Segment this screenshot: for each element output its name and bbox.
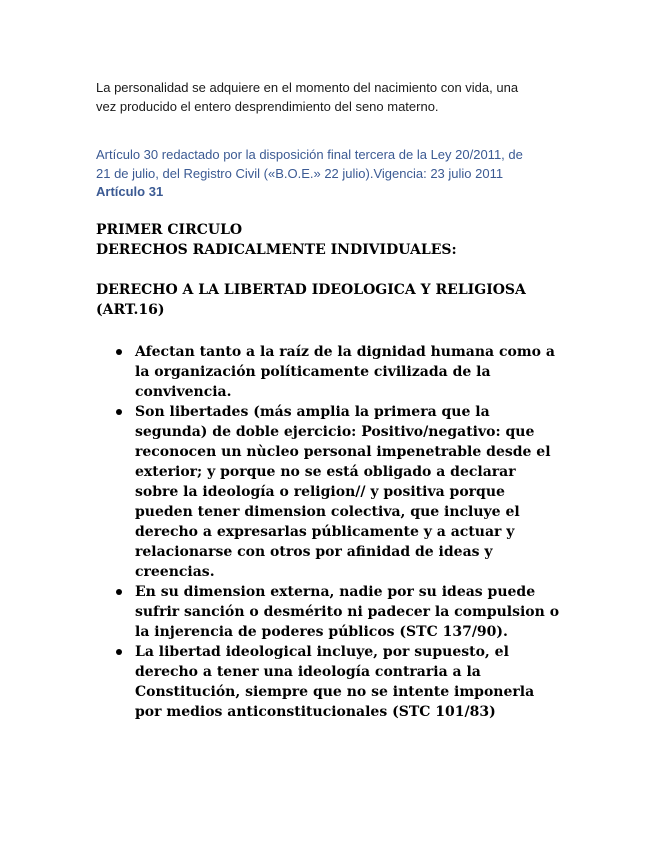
bullet-line: Son libertades (más amplia la primera que la (135, 404, 490, 420)
bullet-line: Constitución, siempre que no se intente imponerla (135, 684, 535, 700)
bullet-line: convivencia. (135, 384, 232, 400)
list-item (96, 642, 566, 722)
intro-line: La personalidad se adquiere en el momento del nacimiento con vida, una (96, 80, 519, 95)
list-item (96, 342, 566, 402)
section-heading-libertad (96, 280, 576, 320)
bullet-line: exterior; y porque no se está obligado a declarar (135, 464, 516, 480)
bullet-line: la injerencia de poderes públicos (STC 137/90). (135, 624, 508, 640)
note-line: 21 de julio, del Registro Civil («B.O.E.» 22 julio).Vigencia: 23 julio 2011 (96, 166, 504, 181)
bullet-line: la organización políticamente civilizada de la (135, 364, 491, 380)
section-heading-primer-circulo (96, 220, 576, 260)
bullet-line: relacionarse con otros por afinidad de ideas y (135, 544, 493, 560)
bullet-dot-icon (116, 589, 122, 595)
heading-line: (ART.16) (96, 302, 165, 318)
amendment-note (96, 145, 566, 183)
bullet-line: derecho a expresarlas públicamente y a actuar y (135, 524, 515, 540)
bullet-dot-icon (116, 649, 122, 655)
bullet-dot-icon (116, 409, 122, 415)
heading-line: DERECHOS RADICALMENTE INDIVIDUALES: (96, 242, 457, 258)
list-item (96, 582, 566, 642)
bullet-line: creencias. (135, 564, 215, 580)
list-item (96, 402, 566, 582)
heading-line: DERECHO A LA LIBERTAD IDEOLOGICA Y RELIGIOSA (96, 282, 526, 298)
article-reference: Artículo 31 (96, 184, 164, 199)
bullet-line: reconocen un nùcleo personal impenetrable desde el (135, 444, 551, 460)
bullet-line: pueden tener dimension colectiva, que incluye el (135, 504, 520, 520)
bullet-line: segunda) de doble ejercicio: Positivo/negativo: que (135, 424, 535, 440)
bullet-dot-icon (116, 349, 122, 355)
intro-paragraph (96, 78, 566, 116)
bullet-line: derecho a tener una ideología contraria a la (135, 664, 481, 680)
bullet-line: En su dimension externa, nadie por su ideas puede (135, 584, 536, 600)
bullet-line: por medios anticonstitucionales (STC 101/83) (135, 704, 496, 720)
bullet-list (96, 342, 566, 722)
note-line: Artículo 30 redactado por la disposición final tercera de la Ley 20/2011, de (96, 147, 523, 162)
bullet-line: sobre la ideología o religion// y positiva porque (135, 484, 505, 500)
bullet-line: sufrir sanción o desmérito ni padecer la compulsion o (135, 604, 560, 620)
intro-line: vez producido el entero desprendimiento del seno materno. (96, 99, 439, 114)
bullet-line: Afectan tanto a la raíz de la dignidad humana como a (135, 344, 555, 360)
heading-line: PRIMER CIRCULO (96, 222, 243, 238)
bullet-line: La libertad ideological incluye, por supuesto, el (135, 644, 509, 660)
